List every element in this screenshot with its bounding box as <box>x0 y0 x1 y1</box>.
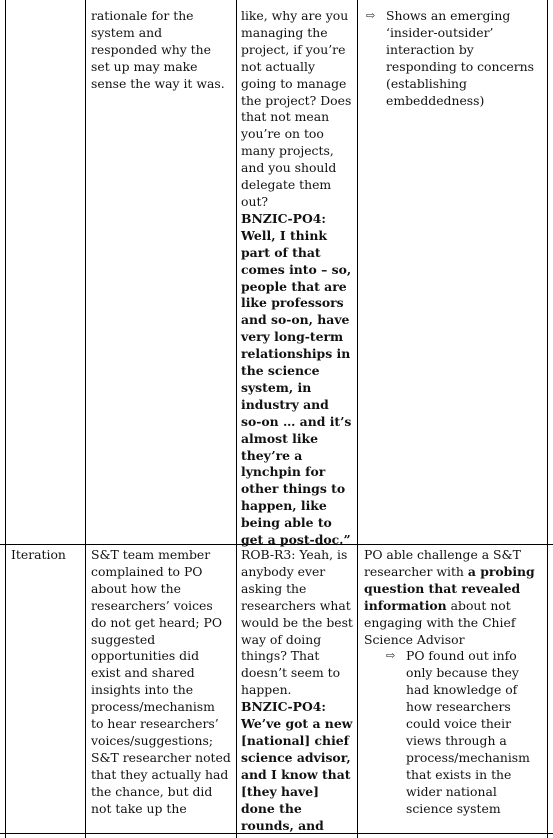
row2-analysis-bullet-text: PO found out info only because they had knowledge of how researchers could voice their views through a process/mechanism that exists in the wider national science system <box>406 648 530 816</box>
row2-quote <box>241 547 353 834</box>
row1-description-text: rationale for the system and responded why the set up may make sense the way it was. <box>91 8 225 91</box>
row2-quote-plain: ROB-R3: Yeah, is anybody ever asking the researchers what would be the best way of doing things? That doesn’t seem to happen. <box>241 547 353 698</box>
row1-analysis <box>364 8 542 109</box>
row2-analysis <box>364 547 536 818</box>
row2-label <box>11 547 83 564</box>
row2-description-text: S&T team member complained to PO about how the researchers’ voices do not get heard; PO suggested opportunities did exist and shared insights into the process/mechanism to hear researchers’ voices/suggestions; S&T researcher noted that they actually had the chance, but did not take up the <box>91 547 231 816</box>
arrow-bullet-icon: ⇨ <box>366 9 376 22</box>
row1-quote-bold-text: BNZIC-PO4: Well, I think part of that comes into – so, people that are like professors and so-on, have very long-term relationships in the science system, in industry and so-on … and it’s almost like they’re a lynchpin for other things to happen, like being able to get a post-doc.” <box>241 210 352 548</box>
row2-quote-bold <box>241 699 353 834</box>
table-divider-1 <box>85 0 86 838</box>
row2-analysis-post: about not engaging with the Chief Science Advisor <box>364 597 516 647</box>
row2-label-text: Iteration <box>11 547 66 562</box>
row2-analysis-bold: a probing question that revealed information <box>364 563 535 613</box>
arrow-bullet-icon: ⇨ <box>386 649 396 663</box>
row2-analysis-intro <box>364 547 536 648</box>
row1-quote <box>241 8 353 549</box>
row1-quote-bold <box>241 211 353 549</box>
row1-analysis-bullet-text: Shows an emerging ‘insider-outsider’ interaction by responding to concerns (establishing embeddedness) <box>386 8 535 108</box>
row2-quote-bold-text: BNZIC-PO4: We’ve got a new [national] chief science advisor, and I know that [they have] done the rounds, and <box>241 699 353 833</box>
row2-description <box>91 547 231 818</box>
table-divider-2 <box>236 0 237 838</box>
table-divider-3 <box>357 0 358 838</box>
table-border-right <box>547 0 548 838</box>
row2-analysis-bullet <box>384 648 536 817</box>
table-border-left <box>5 0 6 838</box>
row2-analysis-pre: PO able challenge a S&T researcher with <box>364 547 521 579</box>
row1-description <box>91 8 231 93</box>
row1-quote-plain: like, why are you managing the project, if you’re not actually going to manage the project? Does that not mean you’re on too many projects, and you should delegate them out? <box>241 8 352 209</box>
row1-analysis-bullet <box>364 8 542 109</box>
